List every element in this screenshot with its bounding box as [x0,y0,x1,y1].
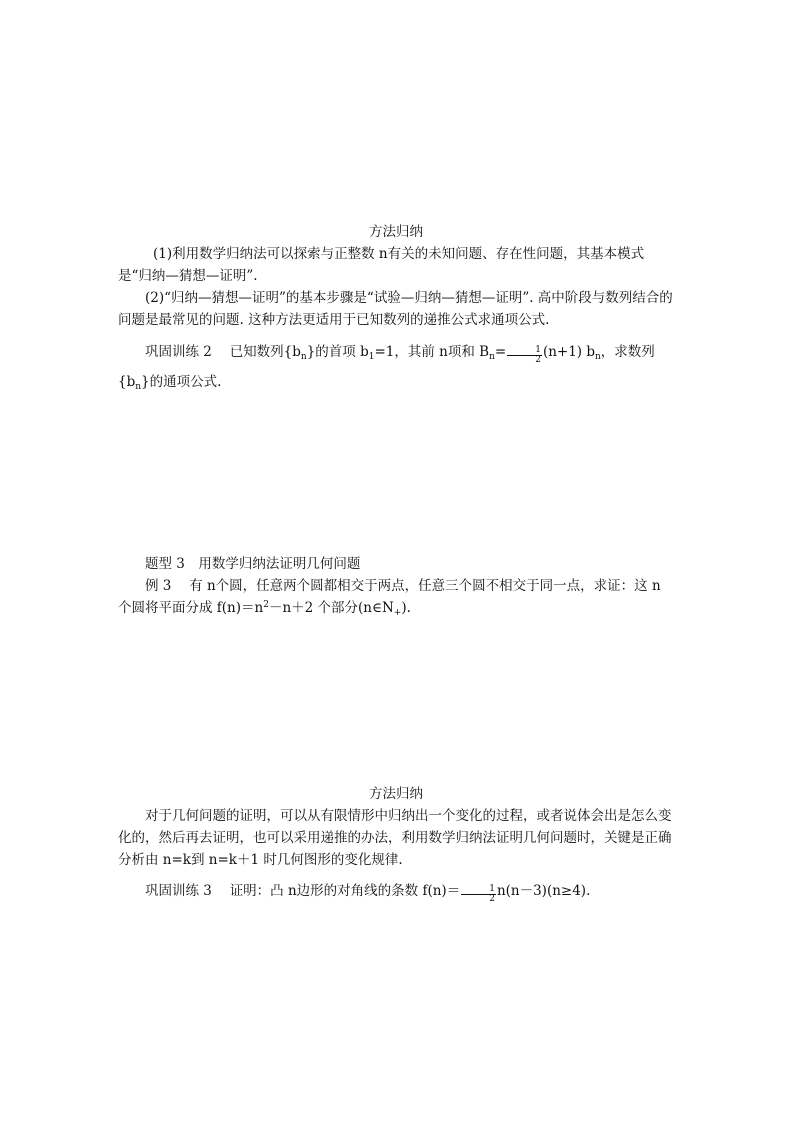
exercise-2-text: ，求数列{b [118,344,655,390]
section-title-method-summary-1 [118,221,674,243]
example-3-text: 有 n个圆，任意两个圆都相交于两点，任意三个圆不相交于同一点，求证：这 n个圆将平面分成 f(n)＝n [118,578,661,616]
method-summary-paragraph-2: (2)“归纳—猜想—证明”的基本步骤是“试验—归纳—猜想—证明”. 高中阶段与数列结合的问题是最常见的问题. 这种方法更适用于已知数列的递推公式求通项公式. [118,290,673,328]
exercise-2: 巩固训练 2 已知数列$\{b_n\}$的首项 $b_1=1$，其前 n项和 $B_n=$ $\frac{1}{2}$ (n+1) $b_n$，求数列$\{b_n\}$的通项公式. [118,344,655,392]
exercise-2-text: }的首项 b [306,344,369,360]
exercise-3-text: 证明：凸 n边形的对角线的条数 f(n)＝ [229,883,461,899]
subscript: + [393,608,402,618]
exercise-3-text: n(n－3)(n≥4). [496,883,591,899]
method-summary-1-body [118,243,674,331]
example-3-text: －n＋2 个部分(n∈N [268,600,394,616]
section-title-text: 方法归纳 [369,786,423,802]
section-title-text: 方法归纳 [369,224,423,240]
exercise-2-text: =1，其前 n项和 B [374,344,490,360]
example-3 [118,575,674,619]
exercise-2-label: 巩固训练 2 [145,344,212,360]
exercise-3 [118,880,674,904]
exercise-2-text: }的通项公式. [141,374,222,390]
method-summary-paragraph-1: (1)利用数学归纳法可以探索与正整数 n有关的未知问题、存在性问题，其基本模式是“归纳—猜想—证明”. [118,246,645,284]
fraction: $\frac{1}{2}$ [507,346,542,365]
example-3-text: ). [401,600,411,616]
exercise-2-text: 已知数列{b [229,344,301,360]
problem-type-heading-text: 题型 3 用数学归纳法证明几何问题 [145,556,361,572]
exercise-2-text: (n+1) b [542,344,595,360]
method-summary-2-paragraph: 对于几何问题的证明，可以从有限情形中归纳出一个变化的过程，或者说体会出是怎么变化的，然后再去证明，也可以采用递推的办法，利用数学归纳法证明几何问题时，关键是正确分析由 n=k到 n=k＋1 时几何图形的变化规律. [118,808,672,868]
section-title-method-summary-2 [118,783,674,805]
problem-type-3-heading [118,553,674,575]
fraction: $\frac{1}{2}$ [461,885,496,904]
method-summary-2-body [118,805,674,871]
exercise-3-label: 巩固训练 3 [145,883,212,899]
exponent: 2 [263,600,269,610]
example-3-label: 例 3 [145,578,172,594]
